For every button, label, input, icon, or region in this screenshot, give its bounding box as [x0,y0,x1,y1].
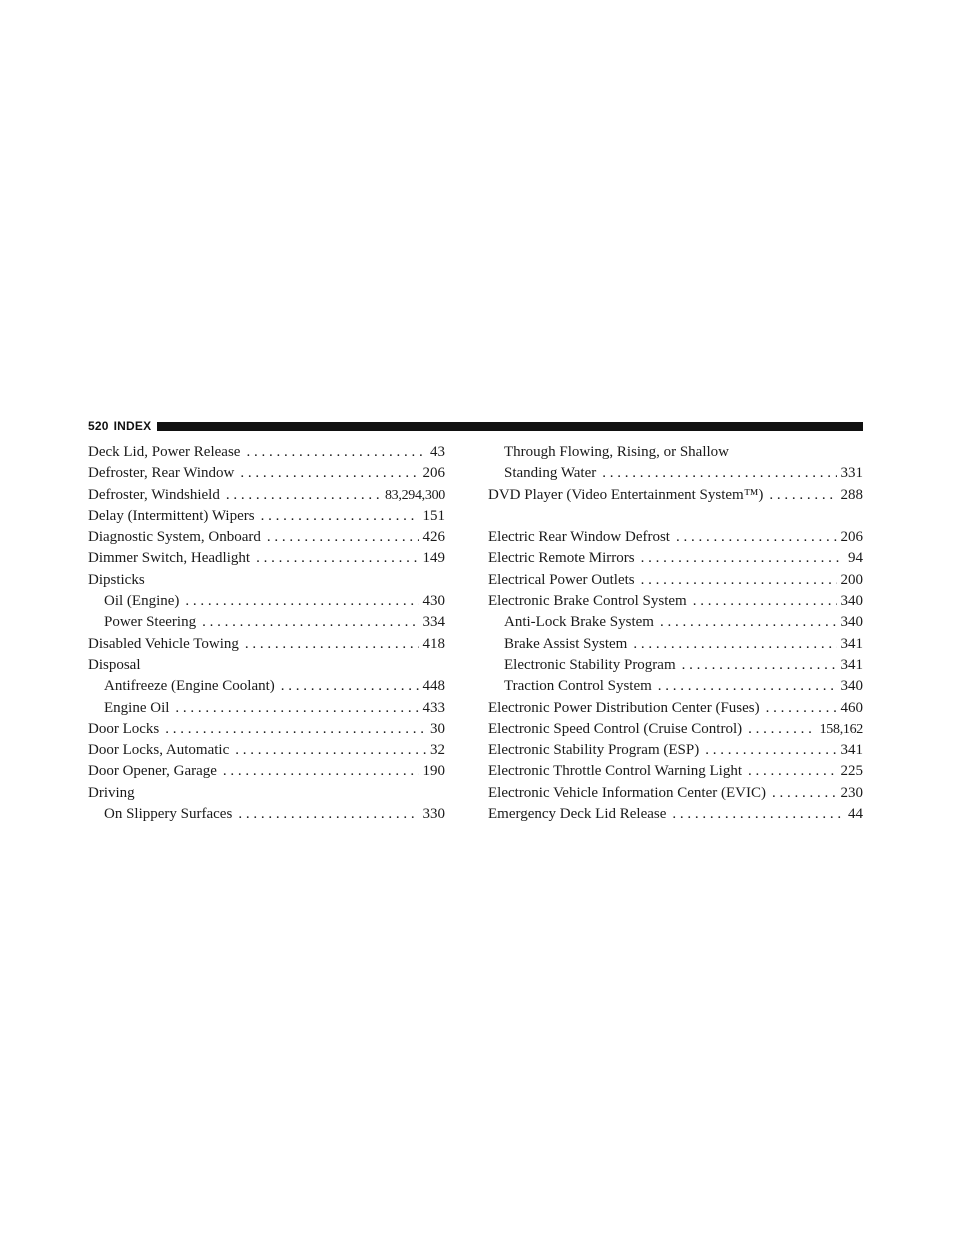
entry-label: Door Opener, Garage [88,763,217,780]
index-entry [488,761,863,782]
entry-page-number: 330 [422,806,445,823]
index-entry [488,548,863,569]
entry-page-number: 430 [422,593,445,610]
entry-page-number: 331 [840,465,863,482]
dot-leader [267,527,419,548]
entry-page-number: 44 [848,806,863,823]
entry-page-number: 149 [422,550,445,567]
entry-page-number: 94 [848,550,863,567]
entry-label: Defroster, Windshield [88,486,220,503]
index-entry [88,485,445,506]
dot-leader [769,485,836,506]
index-entry [488,485,863,506]
index-entry [488,740,863,761]
dot-leader [245,634,419,655]
entry-label: Dimmer Switch, Headlight [88,550,251,567]
entry-page-number: 225 [840,763,863,780]
index-heading: Dipsticks [88,571,145,588]
dot-leader [202,612,418,633]
entry-page-number: 151 [422,507,445,524]
index-entry [88,698,445,719]
entry-label: Door Locks [88,720,160,737]
dot-leader [165,719,426,740]
entry-label: Antifreeze (Engine Coolant) [104,678,275,695]
entry-label: Electronic Throttle Control Warning Light [488,763,743,780]
index-entry [488,719,863,740]
entry-label: DVD Player (Video Entertainment System™) [488,486,764,503]
entry-label: Traction Control System [504,678,652,695]
entry-page-number: 433 [422,699,445,716]
dot-leader [658,676,837,697]
entry-label: Electronic Stability Program [504,656,676,673]
index-column-right [488,442,863,825]
dot-leader [246,442,426,463]
entry-label: On Slippery Surfaces [104,806,233,823]
page-number: 520 [88,419,109,433]
index-entry [88,463,445,484]
entry-label: Deck Lid, Power Release [88,444,241,460]
index-entry [88,634,445,655]
section-title: INDEX [113,419,152,433]
entry-label: Power Steering [104,614,197,631]
index-entry [488,698,863,719]
entry-page-number: 334 [422,614,445,631]
entry-page-number: 43 [430,444,445,460]
dot-leader [185,591,418,612]
page-header [88,419,863,433]
entry-page-number: 426 [422,529,445,546]
entry-page-number: 341 [840,742,863,759]
dot-leader [602,463,836,484]
index-entry [488,655,863,676]
entry-label: Brake Assist System [504,635,628,652]
entry-page-number: 200 [840,571,863,588]
entry-page-number: 83,294,300 [384,487,445,503]
index-entry [88,527,445,548]
dot-leader [238,804,418,825]
index-entry [488,570,863,591]
dot-leader [226,485,381,506]
index-entry [88,442,445,463]
entry-page-number: 158,162 [819,721,863,737]
entry-label: Electronic Speed Control (Cruise Control) [488,720,743,737]
dot-leader [693,591,837,612]
dot-leader [748,719,815,740]
index-heading: Driving [88,784,135,801]
entry-page-number: 190 [422,763,445,780]
entry-page-number: 206 [422,465,445,482]
index-entry [488,527,863,548]
dot-leader [766,698,837,719]
entry-page-number: 341 [840,635,863,652]
index-column-left [88,442,445,825]
entry-label: Delay (Intermittent) Wipers [88,507,255,524]
index-entry [88,676,445,697]
index-entry [88,591,445,612]
entry-label: Oil (Engine) [104,593,180,610]
dot-leader [748,761,836,782]
index-entry [88,506,445,527]
entry-label: Engine Oil [104,699,170,716]
entry-page-number: 418 [422,635,445,652]
entry-page-number: 230 [840,784,863,801]
index-heading: Through Flowing, Rising, or Shallow [504,444,730,460]
entry-page-number: 288 [840,486,863,503]
entry-label: Anti-Lock Brake System [504,614,654,631]
entry-page-number: 30 [430,720,445,737]
entry-page-number: 340 [840,678,863,695]
entry-label: Electronic Power Distribution Center (Fuses) [488,699,760,716]
index-entry [488,463,863,484]
dot-leader [660,612,837,633]
dot-leader [223,761,419,782]
index-entry [88,761,445,782]
dot-leader [240,463,418,484]
dot-leader [256,548,418,569]
entry-gap [488,506,863,527]
index-entry [88,719,445,740]
index-entry [488,804,863,825]
entry-page-number: 340 [840,593,863,610]
entry-label: Standing Water [504,465,597,482]
entry-page-number: 206 [840,529,863,546]
index-entry [88,740,445,761]
entry-label: Electric Rear Window Defrost [488,529,670,546]
dot-leader [641,570,837,591]
entry-page-number: 341 [840,656,863,673]
dot-leader [672,804,844,825]
entry-page-number: 448 [422,678,445,695]
entry-page-number: 460 [840,699,863,716]
entry-label: Electronic Brake Control System [488,593,687,610]
entry-label: Electric Remote Mirrors [488,550,635,567]
header-rule [157,422,863,431]
dot-leader [676,527,837,548]
dot-leader [281,676,419,697]
index-entry [488,634,863,655]
dot-leader [175,698,418,719]
entry-label: Electronic Vehicle Information Center (EVIC) [488,784,766,801]
entry-page-number: 32 [430,742,445,759]
entry-label: Emergency Deck Lid Release [488,806,667,823]
entry-label: Door Locks, Automatic [88,742,230,759]
entry-label: Diagnostic System, Onboard [88,529,261,546]
entry-page-number: 340 [840,614,863,631]
index-entry [488,591,863,612]
index-entry [88,804,445,825]
index-entry [88,548,445,569]
entry-label: Electrical Power Outlets [488,571,635,588]
dot-leader [772,783,837,804]
dot-leader [261,506,419,527]
dot-leader [641,548,844,569]
dot-leader [633,634,836,655]
index-entry [88,612,445,633]
index-entry [488,783,863,804]
dot-leader [705,740,836,761]
index-heading: Disposal [88,656,141,673]
entry-label: Defroster, Rear Window [88,465,235,482]
dot-leader [682,655,837,676]
entry-label: Electronic Stability Program (ESP) [488,742,700,759]
index-entry [488,676,863,697]
index-entry [488,612,863,633]
entry-label: Disabled Vehicle Towing [88,635,239,652]
dot-leader [235,740,426,761]
